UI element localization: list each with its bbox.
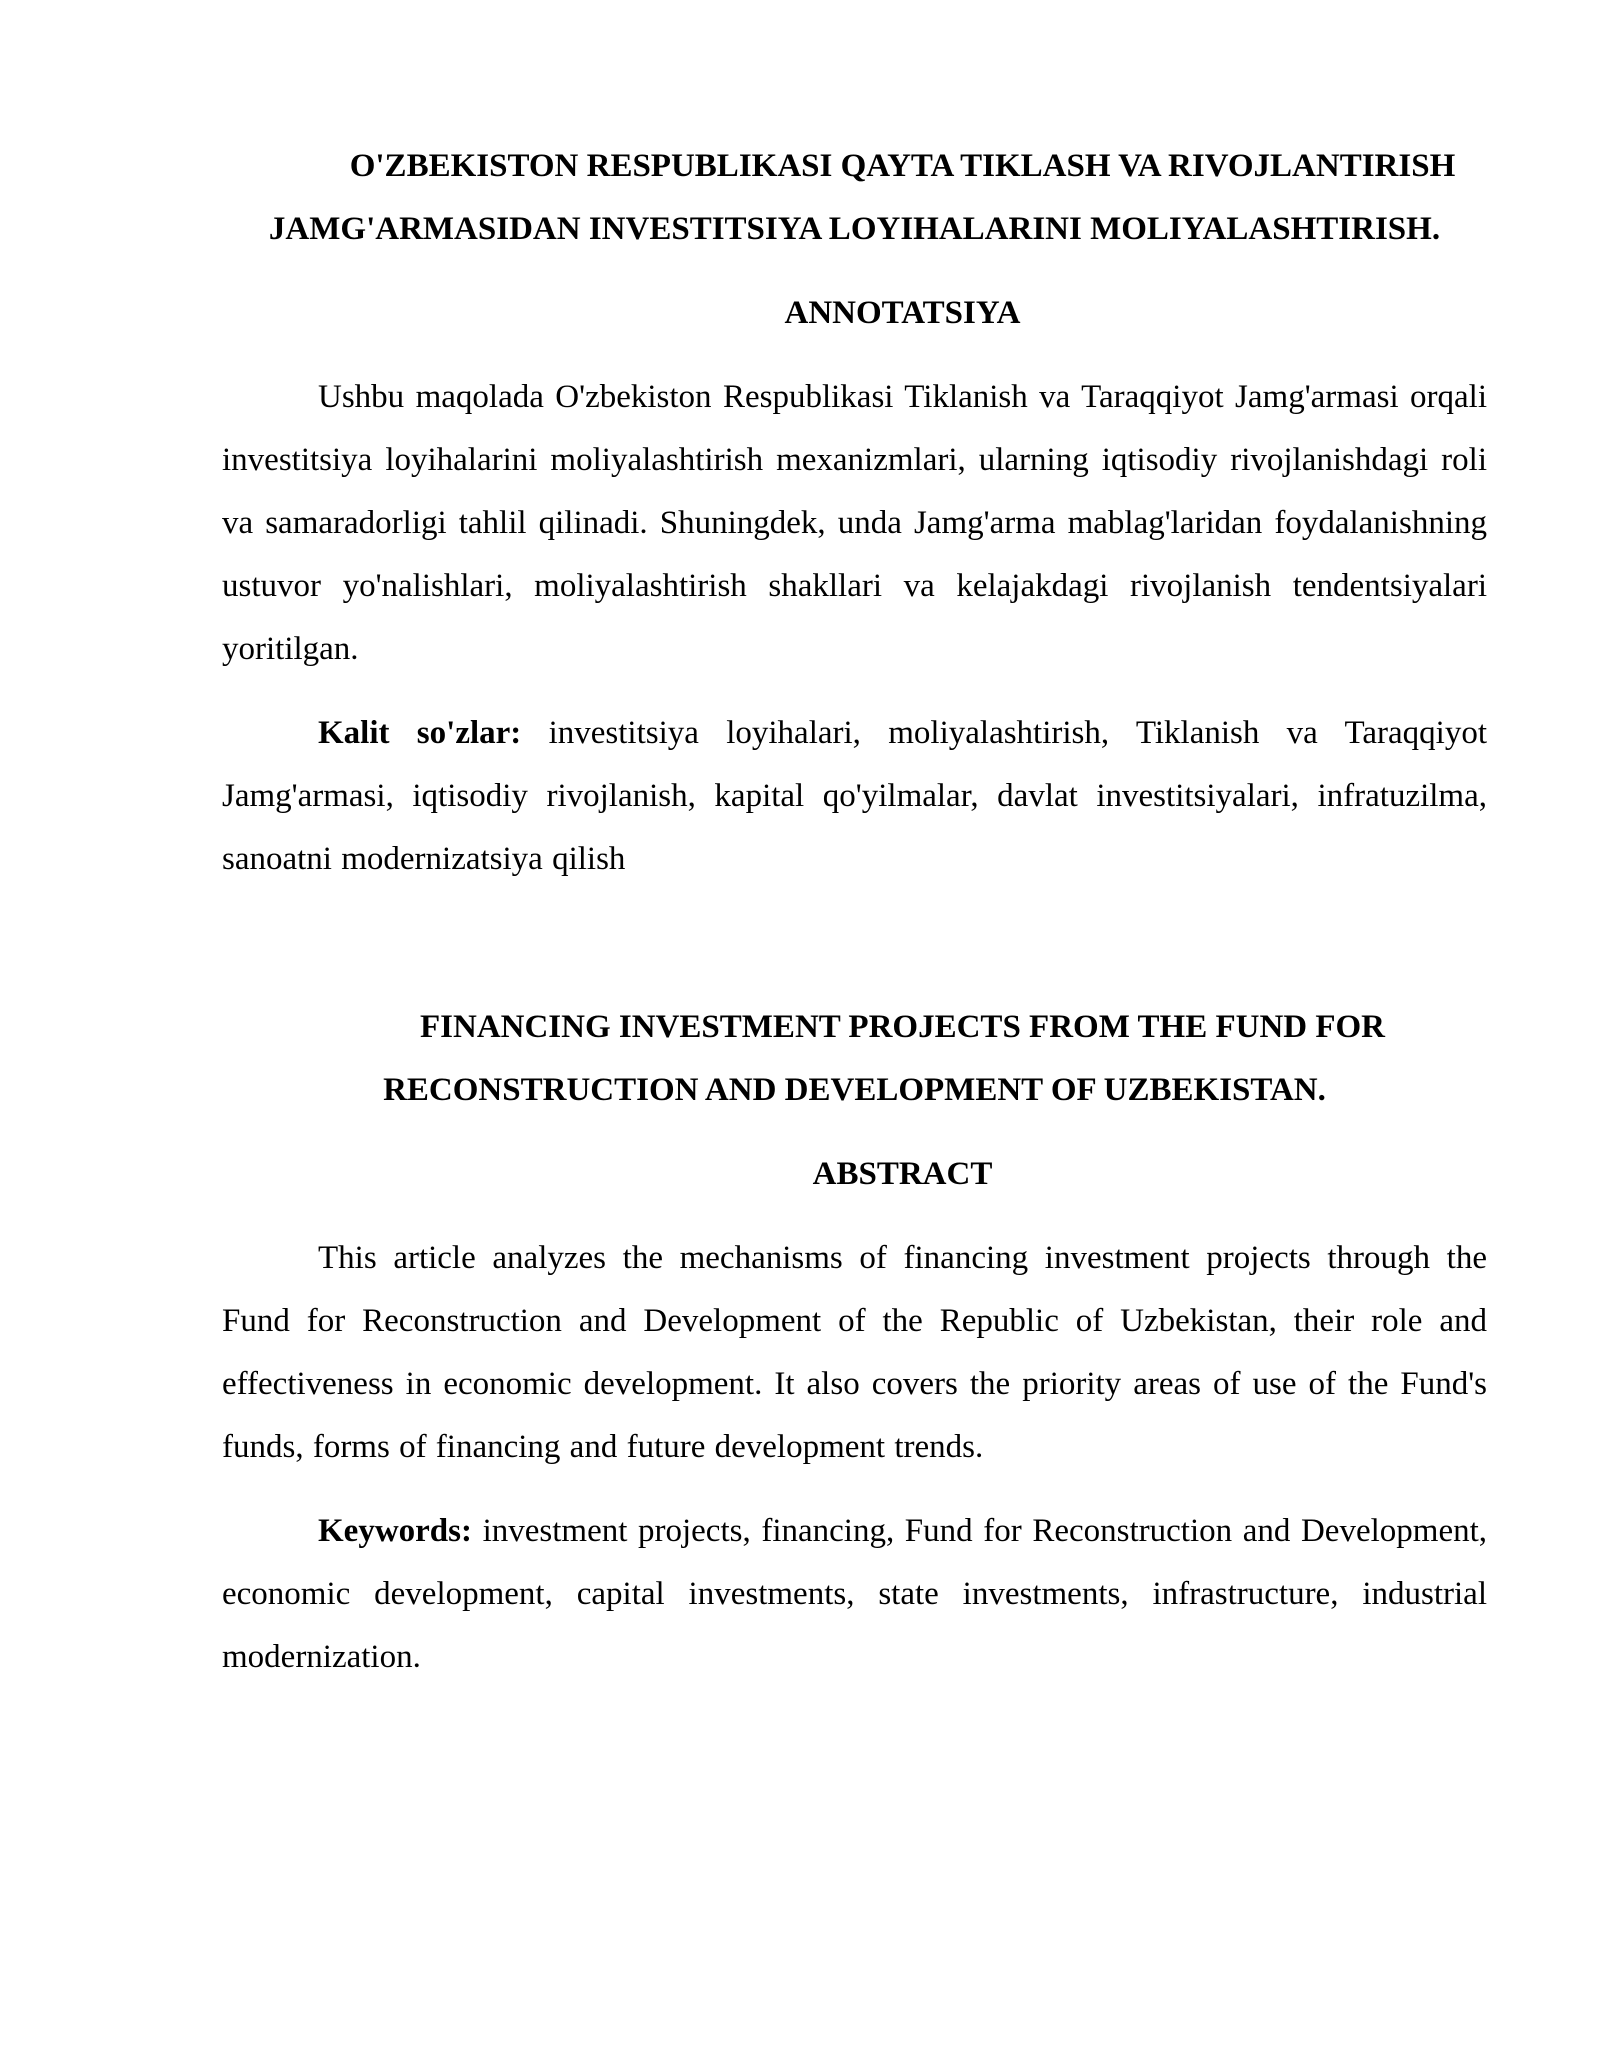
uzbek-keywords-text: investitsiya loyihalari, moliyalashtirish, Tiklanish va Taraqqiyot Jamg'armasi, iqtisodiy rivojlanish, kapital qo'yilmalar, davlat investitsiyalari, infratuzilma, sanoatni modernizatsiya qilish (222, 715, 1487, 877)
uzbek-title: O'ZBEKISTON RESPUBLIKASI QAYTA TIKLASH VA RIVOJLANTIRISH JAMG'ARMASIDAN INVESTITSIYA LOYIHALARINI MOLIYALASHTIRISH. (268, 148, 1456, 247)
uzbek-keywords-label: Kalit so'zlar: (318, 715, 522, 751)
english-title: FINANCING INVESTMENT PROJECTS FROM THE FUND FOR RECONSTRUCTION AND DEVELOPMENT OF UZBEKISTAN. (383, 1009, 1386, 1108)
english-keywords-paragraph (222, 1500, 1487, 1689)
uzbek-abstract-heading: ANNOTATSIYA (784, 295, 1021, 331)
uzbek-abstract-paragraph: Ushbu maqolada O'zbekiston Respublikasi Tiklanish va Taraqqiyot Jamg'armasi orqali investitsiya loyihalarini moliyalashtirish mexanizmlari, ularning iqtisodiy rivojlanishdagi roli va samaradorligi tahlil qilinadi. Shuningdek, unda Jamg'arma mablag'laridan foydalanishning ustuvor yo'nalishlari, moliyalashtirish shakllari va kelajakdagi rivojlanish tendentsiyalari yoritilgan. (222, 379, 1487, 667)
english-keywords-text: investment projects, financing, Fund for Reconstruction and Development, economic development, capital investments, state investments, infrastructure, industrial modernization. (222, 1513, 1488, 1675)
english-abstract-heading: ABSTRACT (812, 1156, 993, 1192)
english-abstract-paragraph: This article analyzes the mechanisms of financing investment projects through the Fund for Reconstruction and Development of the Republic of Uzbekistan, their role and effectiveness in economic development. It also covers the priority areas of use of the Fund's funds, forms of financing and future development trends. (222, 1240, 1487, 1465)
english-keywords-label: Keywords: (318, 1513, 472, 1549)
section-spacer (222, 912, 1487, 996)
uzbek-keywords-paragraph (222, 702, 1487, 891)
